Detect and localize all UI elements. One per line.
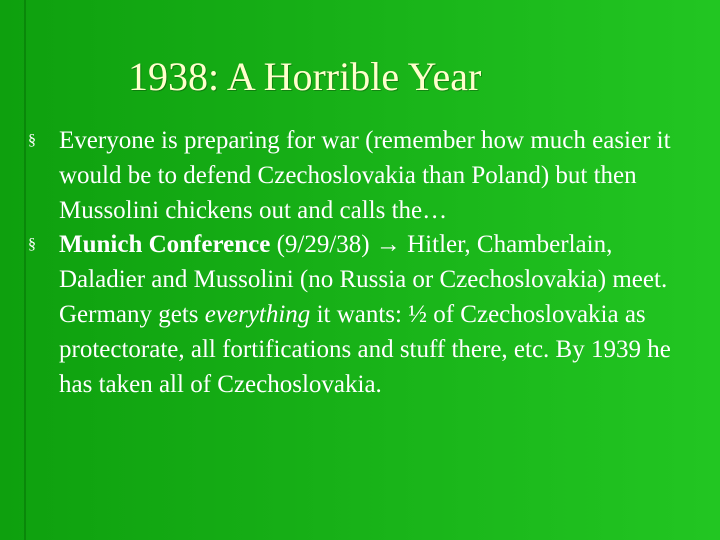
arrow-icon: → xyxy=(375,231,401,259)
bullet-item-war-preparation xyxy=(28,124,698,228)
bullet-marker-icon: § xyxy=(28,236,36,254)
slide-title: 1938: A Horrible Year xyxy=(128,54,482,99)
munich-conference-term: Munich Conference xyxy=(59,231,271,259)
bullet-item-munich-conference xyxy=(28,228,698,402)
bullet-text: Everyone is preparing for war (remember how much easier it would be to defend Czechoslovakia than Poland) but then Mussolini chickens out and calls the… xyxy=(59,127,671,224)
bullet-text-outcome: it wants: ½ of Czechoslovakia as protectorate, all fortifications and stuff there, etc. By 1939 he has taken all of Czechoslovakia. xyxy=(59,300,671,398)
bullet-marker-icon: § xyxy=(28,132,36,149)
conference-date: (9/29/38) xyxy=(270,231,376,259)
bullet-list xyxy=(28,124,698,402)
emphasis-text: everything xyxy=(204,300,311,328)
decorative-stripe xyxy=(24,0,26,540)
bullet-text-participants: Hitler, Chamberlain, Daladier and Mussolini (no Russia or Czechoslovakia) meet. Germany gets xyxy=(59,231,668,328)
